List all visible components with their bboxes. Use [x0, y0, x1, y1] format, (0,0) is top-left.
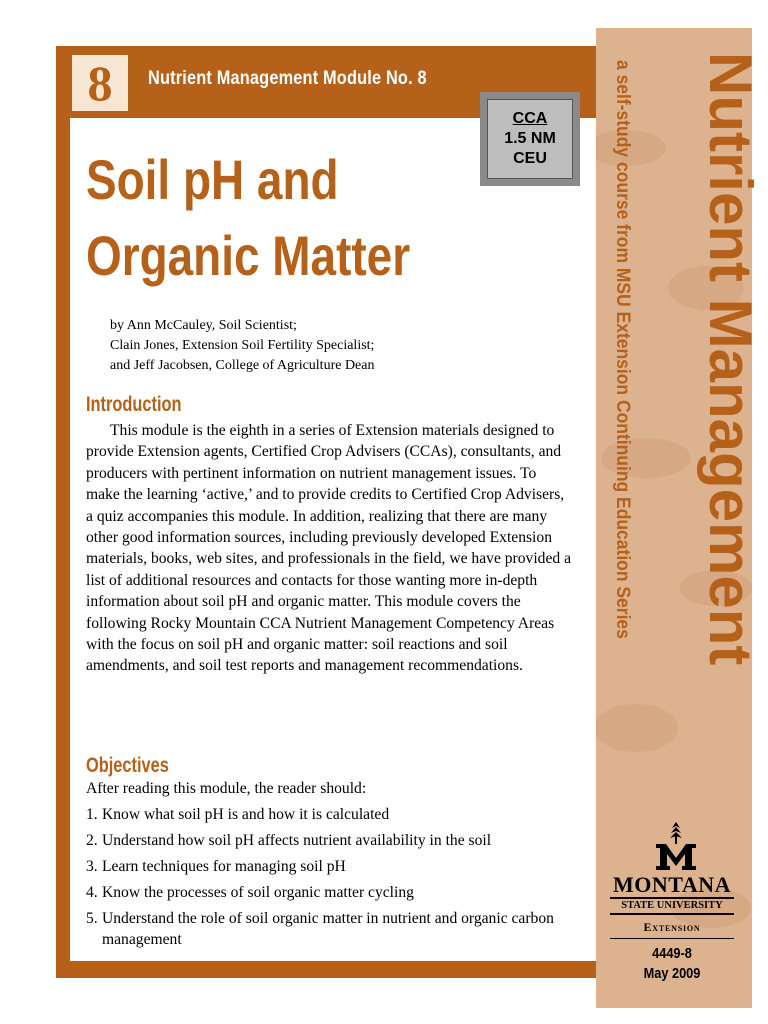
- extension-label: Extension: [643, 920, 701, 934]
- module-header-title: Nutrient Management Module No. 8: [148, 68, 427, 89]
- module-number-box: 8: [72, 55, 128, 111]
- page-title-line1: Soil pH and: [86, 148, 339, 211]
- sidebar-vertical-title: Nutrient Management: [697, 52, 764, 666]
- page-title-line2: Organic Matter: [86, 224, 411, 287]
- list-item-text: Know the processes of soil organic matter cycling: [102, 884, 414, 901]
- list-item-number: 1.: [86, 806, 98, 823]
- list-item-number: 5.: [86, 910, 98, 927]
- list-item: [86, 804, 586, 825]
- sidebar-vertical-subtitle: a self-study course from MSU Extension Continuing Education Series: [612, 60, 633, 639]
- cca-badge-line2: 1.5 NM: [504, 130, 556, 147]
- cca-badge-line3: CEU: [513, 150, 547, 167]
- author-line: by Ann McCauley, Soil Scientist;: [110, 318, 297, 333]
- list-item-text: Understand the role of soil organic matter in nutrient and organic carbon management: [102, 910, 554, 948]
- cca-badge: [480, 92, 580, 186]
- divider: [610, 938, 734, 939]
- objectives-list: [86, 804, 586, 955]
- publication-number: 4449-8: [652, 945, 692, 962]
- author-line: Clain Jones, Extension Soil Fertility Specialist;: [110, 338, 375, 353]
- list-item: [86, 830, 586, 851]
- author-list: [110, 316, 375, 376]
- page-title: [86, 142, 410, 294]
- publication-info: [614, 944, 730, 984]
- list-item-text: Understand how soil pH affects nutrient availability in the soil: [102, 832, 492, 849]
- msu-m-wheat-logo-icon: [652, 820, 700, 870]
- cca-badge-line1: CCA: [512, 110, 548, 127]
- list-item-text: Know what soil pH is and how it is calculated: [102, 806, 390, 823]
- university-name-line1: MONTANA: [613, 872, 731, 897]
- msu-wordmark: [604, 873, 740, 939]
- list-item: [86, 908, 586, 950]
- objectives-lead: After reading this module, the reader should:: [86, 780, 367, 797]
- list-item-text: Learn techniques for managing soil pH: [102, 858, 346, 875]
- introduction-heading: Introduction: [86, 393, 182, 416]
- university-name-line2: STATE UNIVERSITY: [610, 897, 734, 915]
- cca-badge-face: [487, 99, 573, 179]
- list-item: [86, 856, 586, 877]
- author-line: and Jeff Jacobsen, College of Agriculture Dean: [110, 358, 375, 373]
- list-item-number: 3.: [86, 858, 98, 875]
- publication-date: May 2009: [643, 965, 701, 982]
- list-item-number: 2.: [86, 832, 98, 849]
- objectives-heading: Objectives: [86, 754, 169, 777]
- list-item: [86, 882, 586, 903]
- list-item-number: 4.: [86, 884, 98, 901]
- introduction-body: This module is the eighth in a series of Extension materials designed to provide Extension agents, Certified Crop Advisers (CCAs), consultants, and producers with pertinent information on nutrient management issues. To make the learning ‘active,’ and to provide credits to Certified Crop Advisers, a quiz accompanies this module. In addition, realizing that there are many other good information sources, including previously developed Extension materials, books, web sites, and professionals in the field, we have provided a list of additional resources and contacts for those wanting more in-depth information about soil pH and organic matter. This module covers the following Rocky Mountain CCA Nutrient Management Competency Areas with the focus on soil pH and organic matter: soil reactions and soil amendments, and soil test reports and management recommendations.: [86, 422, 572, 675]
